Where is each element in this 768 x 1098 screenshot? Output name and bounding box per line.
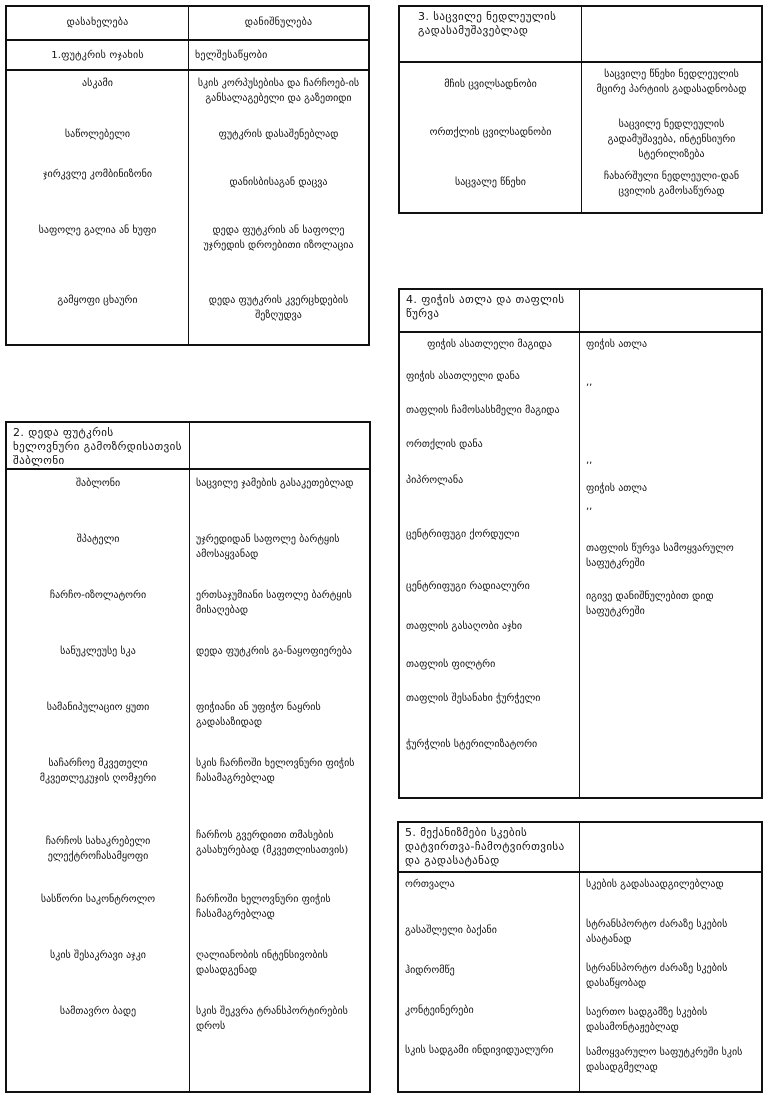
cell-purpose: ჩარჩოში ხელოვნური ფიჭის ჩასამაგრებლად xyxy=(196,894,331,920)
cell-name: გამყოფი ცხაური xyxy=(57,295,138,306)
cell-purpose: სტრანსპორტო ძარაზე სკების დასაწყობად xyxy=(586,963,728,989)
table-body xyxy=(400,333,761,797)
cell-name: საცვალე წნეხი xyxy=(454,177,526,188)
cell-name: კონტეინერები xyxy=(405,1005,474,1016)
table-body xyxy=(400,63,761,212)
cell-name: გასაშლელი ბაქანი xyxy=(405,925,497,936)
cell-name: თაფლის ფილტრი xyxy=(406,659,496,670)
cell-purpose: საერთო სადგამზე სკების დასამონტაჟებლად xyxy=(586,1007,708,1033)
cell-purpose: დანისბისაგან დაცვა xyxy=(229,177,328,188)
cell-name: ორთქლის ცვილსადნობი xyxy=(429,127,552,138)
cell-name: საწოლებელი xyxy=(64,129,131,140)
cell-name: ფიჭის ასათლელი დანა xyxy=(406,371,520,382)
table-title-row xyxy=(399,823,761,873)
cell-name: ჩარჩოს სახაკრებელი ელექტროჩასამყოფი xyxy=(45,836,151,862)
table-beekeeping-tools xyxy=(5,5,370,346)
cell-purpose: დედა ფუტკრის კვერცხდების შეზღუდვა xyxy=(208,295,349,321)
cell-name: სკის სადგამი ინდივიდუალური xyxy=(405,1045,554,1056)
cell-name: სკის შესაკრავი აჯკი xyxy=(50,950,146,961)
cell-purpose: ღალიანობის ინტენსივობის დასადგენად xyxy=(196,950,328,976)
cell-name: პიპროლანა xyxy=(406,475,464,486)
cell-purpose: სტრანსპორტო ძარაზე სკების ასატანად xyxy=(586,919,728,945)
table-title-row xyxy=(7,423,369,470)
cell-name: სამთავრო ბადე xyxy=(59,1006,137,1017)
cell-name: ორთვალა xyxy=(405,879,455,890)
cell-purpose: საცვილე ნედლეულის გადამუშავება, ინტენსიური სტერილიზება xyxy=(607,119,736,160)
cell-name: საფოლე გალია ან ხუფი xyxy=(38,225,157,236)
header-name: დასახელება xyxy=(7,7,189,39)
cell-purpose: ,, xyxy=(586,501,593,512)
table-title: 4. ფიჭის ათლა და თაფლის წურვა xyxy=(400,290,580,331)
cell-name: ასკამი xyxy=(82,78,113,89)
cell-name: სასწორი საკონტროლო xyxy=(40,894,156,905)
cell-purpose: ჩახარშული ნედლეული-დან ცვილის გამოსაწურად xyxy=(603,171,740,197)
cell-name: ჰიდრომწე xyxy=(405,965,455,976)
table-body xyxy=(7,71,368,344)
cell-name: შპატელი xyxy=(76,534,120,545)
table-wax-processing xyxy=(398,5,763,214)
cell-purpose: უჯრედიდან საფოლე ბარტყის ამოსაყვანად xyxy=(196,534,340,560)
cell-purpose: სკების გადასაადგილებლად xyxy=(586,879,724,890)
cell-purpose: ჩარჩოს გვერდითი თმასების გასახურებად (მკვეთლისათვის) xyxy=(196,830,349,856)
table-hive-transport xyxy=(397,821,763,1093)
cell-purpose: დედა ფუტკრის ან საფოლე უჯრედის დროებითი იზოლაცია xyxy=(203,225,354,251)
cell-name: თაფლის ჩამოსასხმელი მაგიდა xyxy=(406,405,560,416)
subheader-left: 1.ფუტკრის ოჯახის xyxy=(7,41,189,69)
table-title-row xyxy=(400,290,761,333)
table-queen-rearing xyxy=(5,421,371,1093)
cell-name: ცენტრიფუგი რადიალური xyxy=(406,581,530,592)
table-title: 5. მექანიზმები სკების დატვირთვა-ჩამოტვირთვისა და გადასატანად xyxy=(399,823,580,871)
cell-purpose: დედა ფუტკრის გა-ნაყოფიერება xyxy=(196,646,352,657)
cell-purpose: თაფლის წურვა სამოყვარულო საფუტკრეში xyxy=(586,543,734,569)
cell-purpose: საცვილე წნეხი ნედლეულის მცირე პარტიის გადასადნობად xyxy=(596,69,747,95)
cell-name: მჩის ცვილსადნობი xyxy=(444,79,537,90)
cell-purpose: ფიჭის ათლა xyxy=(586,339,648,350)
cell-name: თაფლის გასაღობი აჯხი xyxy=(406,621,523,632)
table-subheader xyxy=(7,41,368,71)
cell-purpose: საცვილე ჯამების გასაკეთებლად xyxy=(196,478,354,489)
cell-purpose: ,, xyxy=(586,455,593,466)
cell-purpose: სამოყვარულო საფუტკრეში სკის დასადგმელად xyxy=(586,1047,743,1073)
cell-name: ჯირკვლე კომბინიზონი xyxy=(42,169,152,180)
cell-purpose: ,, xyxy=(586,377,593,388)
table-title-blank xyxy=(580,290,761,331)
cell-purpose: იგივე დანიშნულებით დიდ საფუტკრეში xyxy=(586,591,714,617)
header-purpose: დანიშნულება xyxy=(244,17,313,28)
table-title-blank xyxy=(582,7,761,61)
cell-purpose: ფიჭის ათლა xyxy=(586,483,648,494)
cell-purpose: ფიჭიანი ან უფიჭო ნაყრის გადასაზიდად xyxy=(196,702,321,728)
table-title-blank xyxy=(580,823,761,871)
cell-name: სამანიპულაციო ყუთი xyxy=(46,702,150,713)
table-title: 2. დედა ფუტკრის ხელოვნური გამოზრდისათვის შაბლონი xyxy=(7,423,190,468)
cell-purpose: ერთსაჯუმიანი საფოლე ბარტყის მისაღებად xyxy=(196,590,352,616)
cell-name: ჩარჩო-იზოლატორი xyxy=(49,590,147,601)
cell-name: ჭურჭლის სტერილიზატორი xyxy=(406,739,538,750)
cell-name: სანუკლეუსე სკა xyxy=(60,646,136,657)
cell-name: ფიჭის ასათლელი მაგიდა xyxy=(427,339,552,350)
cell-name: თაფლის შესანახი ჭურჭელი xyxy=(406,693,541,704)
cell-name: ცენტრიფუგი ქორდული xyxy=(406,529,520,540)
cell-name: შაბლონი xyxy=(75,478,121,489)
cell-purpose: სკის შეკვრა ტრანსპორტირების დროს xyxy=(196,1006,348,1032)
cell-purpose: ფუტკრის დასაშენებლად xyxy=(218,129,339,140)
cell-purpose: სკის ჩარჩოში ხელოვნური ფიჭის ჩასამაგრებლად xyxy=(196,758,355,784)
table-header xyxy=(7,7,368,41)
table-title: 3. საცვილე ნედლეულის გადასამუშავებლად xyxy=(400,7,582,61)
subheader-right: ხელშესაწყობი xyxy=(195,50,268,61)
table-body xyxy=(7,470,369,1091)
table-body xyxy=(399,873,761,1091)
cell-purpose: სკის კორპუსებისა და ჩარჩოებ-ის განსალაგებელი და გაზეთიდი xyxy=(197,78,360,104)
cell-name: ორთქლის დანა xyxy=(406,439,483,450)
table-title-blank xyxy=(190,423,369,468)
cell-name: საჩარჩოე მკვეთელი მკვეთლეკუჯის ღომჯერი xyxy=(39,758,157,784)
table-comb-extraction xyxy=(398,288,763,799)
table-title-row xyxy=(400,7,761,63)
